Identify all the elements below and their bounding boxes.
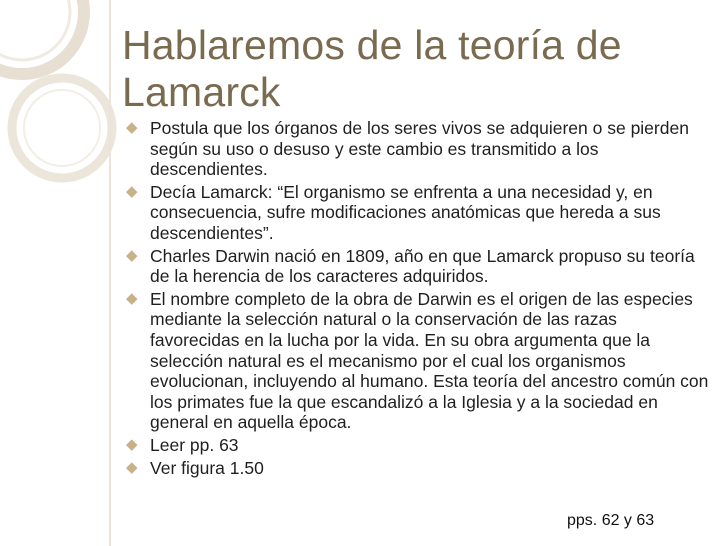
decorative-ring-middle [12,78,112,178]
slide-title-line-2: Lamarck [122,69,281,115]
bullet-text: Decía Lamarck: “El organismo se enfrenta a una necesidad y, en consecuencia, sufre modificaciones anatómicas que hereda a sus descendientes”. [150,181,661,243]
bullet-text: Charles Darwin nació en 1809, año en que Lamarck propuso su teoría de la herencia de los caracteres adquiridos. [150,245,695,287]
bullet-item [124,435,710,456]
bullet-item [124,182,710,244]
bullet-text: Ver figura 1.50 [150,457,264,478]
bullet-item [124,289,710,433]
slide-title [122,22,712,116]
bullet-text: Leer pp. 63 [150,434,239,455]
page-reference-footnote: pps. 62 y 63 [567,512,655,529]
diamond-bullet-icon: ◆ [126,119,138,136]
diamond-bullet-icon: ◆ [126,435,138,453]
bullet-list [124,118,710,480]
bullet-text: Postula que los órganos de los seres vivos se adquieren o se pierden según su uso o desuso y este cambio es transmitido a los descendientes. [150,118,689,180]
diamond-bullet-icon: ◆ [126,458,138,476]
decorative-ring-middle-inner [24,90,100,166]
diamond-bullet-icon: ◆ [126,246,138,264]
diamond-bullet-icon: ◆ [126,182,138,200]
bullet-item [124,458,710,479]
decorative-ring-top-inner [0,0,70,60]
bullet-text: El nombre completo de la obra de Darwin es el origen de las especies mediante la selección natural o la conservación de las razas favorecidas en la lucha por la vida. En su obra argumenta que la selección natural es el mecanismo por el cual los organismos evolucionan, incluyendo al humano. Esta teoría del ancestro común con los primates fue la que escandalizó a la Iglesia y a la sociedad en general en aquella época. [150,288,709,433]
diamond-bullet-icon: ◆ [126,289,138,307]
bullet-item [124,246,710,287]
slide-title-line-1: Hablaremos de la teoría de [122,22,622,68]
bullet-item [124,118,710,180]
